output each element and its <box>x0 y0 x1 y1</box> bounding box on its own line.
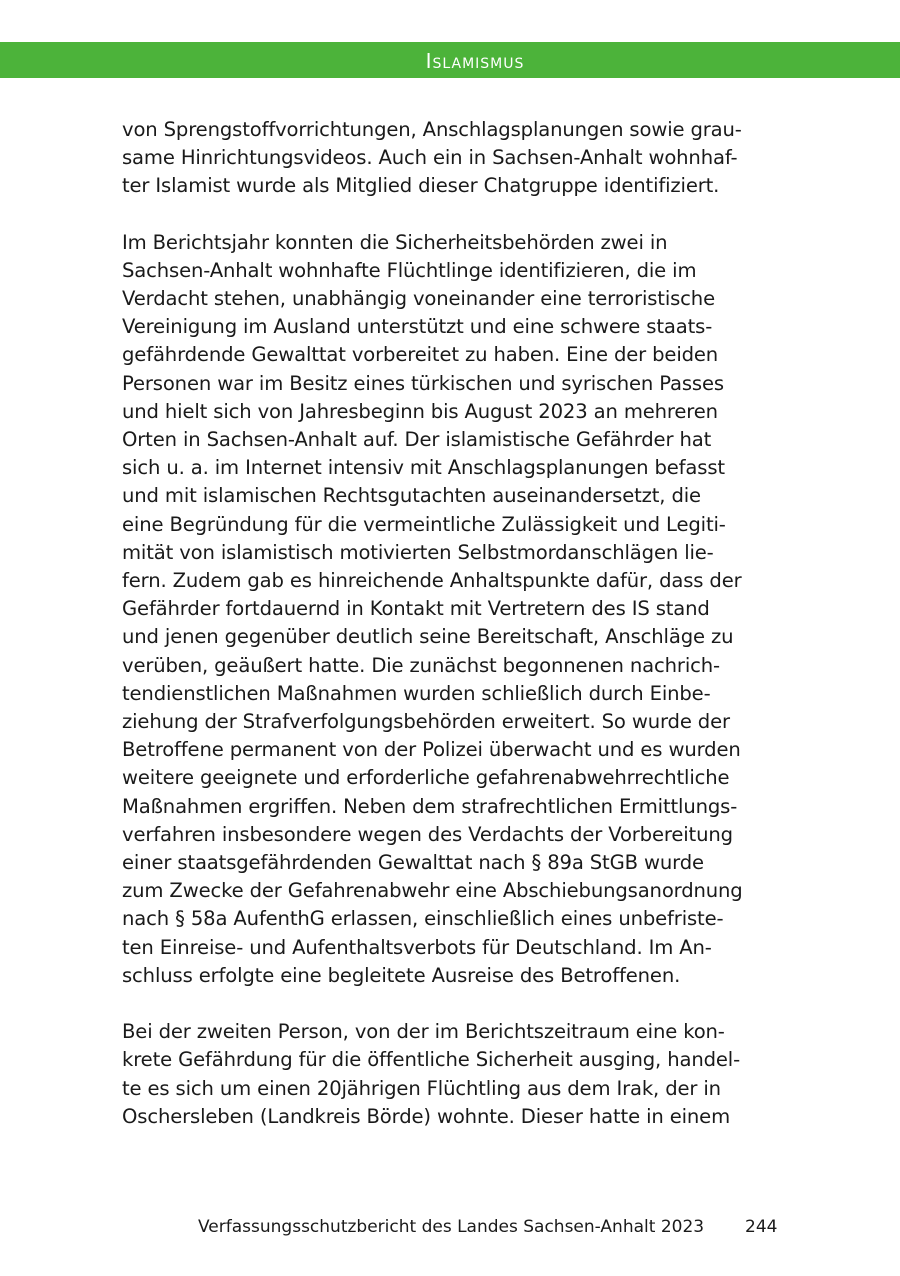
footer-publication-title: Verfassungsschutzbericht des Landes Sachsen-Anhalt 2023 <box>198 1217 705 1237</box>
section-title: Islamismus <box>425 49 525 73</box>
paragraph-1: von Sprengstoffvorrichtungen, Anschlagsplanungen sowie grau- same Hinrichtungsvideos. Auch ein in Sachsen-Anhalt wohnhaf- ter Islamist wurde als Mitglied dieser Chatgruppe identifiziert. <box>122 118 742 198</box>
section-header-bar <box>0 42 900 78</box>
paragraph-2: Im Berichtsjahr konnten die Sicherheitsbehörden zwei in Sachsen-Anhalt wohnhafte Flüchtlinge identifizieren, die im Verdacht stehen, unabhängig voneinander eine terroristische Vereinigung im Ausland unterstützt und eine schwere staats- gefährdende Gewalttat vorbereitet zu haben. Eine der beiden Personen war im Besitz eines türkischen und syrischen Passes und hielt sich von Jahresbeginn bis August 2023 an mehreren Orten in Sachsen-Anhalt auf. Der islamistische Gefährder hat sich u. a. im Internet intensiv mit Anschlagsplanungen befasst und mit islamischen Rechtsgutachten auseinandersetzt, die eine Begründung für die vermeintliche Zulässigkeit und Legiti- mität von islamistisch motivierten Selbstmordanschlägen lie- fern. Zudem gab es hinreichende Anhaltspunkte dafür, dass der Gefährder fortdauernd in Kontakt mit Vertretern des IS stand und jenen gegenüber deutlich seine Bereitschaft, Anschläge zu verüben, geäußert hatte. Die zunächst begonnenen nachrich- tendienstlichen Maßnahmen wurden schließlich durch Einbe- ziehung der Strafverfolgungsbehörden erweitert. So wurde der Betroffene permanent von der Polizei überwacht und es wurden weitere geeignete und erforderliche gefahrenabwehrrechtliche Maßnahmen ergriffen. Neben dem strafrechtlichen Ermittlungs- verfahren insbesondere wegen des Verdachts der Vorbereitung einer staatsgefährdenden Gewalttat nach § 89a StGB wurde zum Zwecke der Gefahrenabwehr eine Abschiebungsanordnung nach § 58a AufenthG erlassen, einschließlich eines unbefriste- ten Einreise- und Aufenthaltsverbots für Deutschland. Im An- schluss erfolgte eine begleitete Ausreise des Betroffenen. <box>122 230 743 987</box>
body-text <box>122 116 782 1159</box>
paragraph-3: Bei der zweiten Person, von der im Berichtszeitraum eine kon- krete Gefährdung für die öffentliche Sicherheit ausging, handel- te es sich um einen 20jährigen Flüchtling aus dem Irak, der in Oschersleben (Landkreis Börde) wohnte. Dieser hatte in einem <box>122 1020 741 1128</box>
page-footer <box>0 1214 900 1240</box>
page-number: 244 <box>745 1217 778 1237</box>
